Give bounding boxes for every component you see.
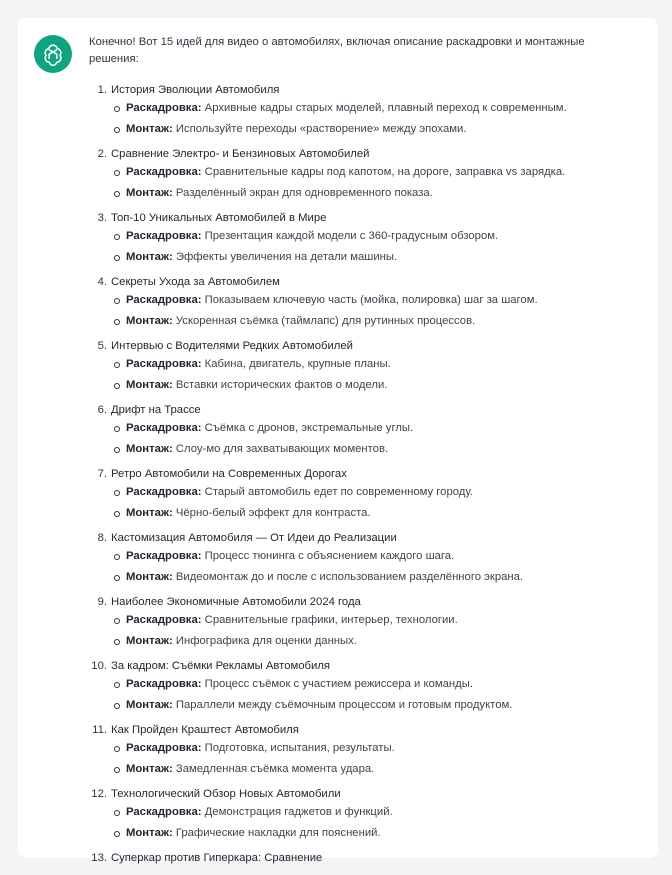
detail-text: Съёмка с дронов, экстремальные углы. [204, 422, 414, 434]
detail-label: Раскадровка [126, 614, 198, 626]
idea-title: Ретро Автомобили на Современных Дорогах [111, 468, 347, 480]
idea-item [89, 530, 634, 586]
bullet-icon [114, 447, 120, 453]
idea-number: 10. [91, 660, 107, 672]
detail-storyboard: Раскадровка: Кабина, двигатель, крупные планы. [89, 356, 634, 373]
detail-label: Раскадровка [126, 294, 198, 306]
idea-title: Кастомизация Автомобиля — От Идеи до Реализации [111, 532, 397, 544]
detail-text: Кабина, двигатель, крупные планы. [204, 358, 391, 370]
detail-text: Показываем ключевую часть (мойка, полировка) шаг за шагом. [204, 294, 538, 306]
idea-details [89, 100, 634, 138]
detail-storyboard: Раскадровка: Сравнительные кадры под капотом, на дороге, заправка vs зарядка. [89, 164, 634, 181]
ideas-list [89, 82, 634, 867]
detail-label: Монтаж [126, 251, 169, 263]
idea-item [89, 594, 634, 650]
detail-storyboard: Раскадровка: Подготовка, испытания, результаты. [89, 740, 634, 757]
detail-label: Раскадровка [126, 166, 198, 178]
idea-number: 12. [91, 788, 107, 800]
detail-label: Монтаж [126, 443, 169, 455]
bullet-icon [114, 383, 120, 389]
idea-item [89, 146, 634, 202]
assistant-message-card [18, 18, 658, 864]
detail-label: Раскадровка [126, 486, 198, 498]
detail-label: Монтаж [126, 123, 169, 135]
detail-text: Используйте переходы «растворение» между эпохами. [175, 123, 467, 135]
idea-title-row [89, 338, 634, 355]
detail-label: Монтаж [126, 827, 169, 839]
idea-details [89, 484, 634, 522]
idea-item [89, 658, 634, 714]
bullet-icon [114, 575, 120, 581]
bullet-icon [114, 319, 120, 325]
idea-title: Технологический Обзор Новых Автомобили [111, 788, 341, 800]
idea-item [89, 210, 634, 266]
idea-number: 2. [97, 148, 107, 160]
idea-details [89, 292, 634, 330]
detail-editing: Монтаж: Параллели между съёмочным процессом и готовым продуктом. [89, 697, 634, 714]
idea-title: История Эволюции Автомобиля [111, 84, 280, 96]
message-content [89, 34, 634, 875]
detail-editing: Монтаж: Видеомонтаж до и после с использованием разделённого экрана. [89, 569, 634, 586]
bullet-icon [114, 682, 120, 688]
bullet-icon [114, 362, 120, 368]
idea-title: За кадром: Съёмки Рекламы Автомобиля [111, 660, 331, 672]
detail-label: Раскадровка [126, 230, 198, 242]
bullet-icon [114, 298, 120, 304]
idea-item [89, 338, 634, 394]
idea-title-row [89, 466, 634, 483]
openai-logo-icon [41, 42, 65, 66]
detail-text: Демонстрация гаджетов и функций. [204, 806, 393, 818]
idea-title: Интервью с Водителями Редких Автомобилей [111, 340, 353, 352]
detail-label: Монтаж [126, 699, 169, 711]
idea-item [89, 274, 634, 330]
idea-title: Дрифт на Трассе [111, 404, 201, 416]
bullet-icon [114, 490, 120, 496]
idea-number: 6. [97, 404, 107, 416]
detail-text: Разделённый экран для одновременного показа. [175, 187, 433, 199]
idea-number: 4. [97, 276, 107, 288]
detail-label: Монтаж [126, 315, 169, 327]
idea-item [89, 786, 634, 842]
detail-text: Ускоренная съёмка (таймлапс) для рутинных процессов. [175, 315, 476, 327]
detail-editing: Монтаж: Слоу-мо для захватывающих моментов. [89, 441, 634, 458]
bullet-icon [114, 106, 120, 112]
detail-editing: Монтаж: Эффекты увеличения на детали машины. [89, 249, 634, 266]
idea-item [89, 82, 634, 138]
detail-label: Раскадровка [126, 742, 198, 754]
detail-editing: Монтаж: Графические накладки для пояснений. [89, 825, 634, 842]
detail-text: Сравнительные кадры под капотом, на дороге, заправка vs зарядка. [204, 166, 566, 178]
detail-storyboard: Раскадровка: Съёмка с дронов, экстремальные углы. [89, 420, 634, 437]
detail-label: Раскадровка [126, 806, 198, 818]
detail-label: Монтаж [126, 187, 169, 199]
idea-title-row [89, 402, 634, 419]
detail-editing: Монтаж: Разделённый экран для одновременного показа. [89, 185, 634, 202]
detail-text: Процесс съёмок с участием режиссера и команды. [204, 678, 473, 690]
idea-item [89, 850, 634, 867]
detail-editing: Монтаж: Замедленная съёмка момента удара. [89, 761, 634, 778]
idea-title-row [89, 82, 634, 99]
detail-editing: Монтаж: Вставки исторических фактов о модели. [89, 377, 634, 394]
idea-item [89, 402, 634, 458]
idea-title: Суперкар против Гиперкара: Сравнение [111, 852, 323, 864]
idea-details [89, 164, 634, 202]
detail-editing: Монтаж: Инфографика для оценки данных. [89, 633, 634, 650]
detail-editing: Монтаж: Используйте переходы «растворение» между эпохами. [89, 121, 634, 138]
detail-label: Раскадровка [126, 422, 198, 434]
assistant-avatar [34, 35, 72, 73]
detail-storyboard: Раскадровка: Процесс съёмок с участием режиссера и команды. [89, 676, 634, 693]
detail-text: Презентация каждой модели с 360-градусным обзором. [204, 230, 499, 242]
detail-label: Раскадровка [126, 550, 198, 562]
bullet-icon [114, 255, 120, 261]
idea-number: 5. [97, 340, 107, 352]
detail-text: Инфографика для оценки данных. [175, 635, 357, 647]
idea-title-row [89, 274, 634, 291]
idea-title: Как Пройден Краштест Автомобиля [111, 724, 299, 736]
detail-label: Монтаж [126, 507, 169, 519]
detail-storyboard: Раскадровка: Показываем ключевую часть (мойка, полировка) шаг за шагом. [89, 292, 634, 309]
idea-details [89, 676, 634, 714]
detail-storyboard: Раскадровка: Презентация каждой модели с 360-градусным обзором. [89, 228, 634, 245]
bullet-icon [114, 234, 120, 240]
bullet-icon [114, 554, 120, 560]
detail-label: Монтаж [126, 571, 169, 583]
bullet-icon [114, 746, 120, 752]
detail-text: Старый автомобиль едет по современному городу. [204, 486, 474, 498]
bullet-icon [114, 810, 120, 816]
idea-title-row [89, 146, 634, 163]
idea-number: 13. [91, 852, 107, 864]
detail-label: Монтаж [126, 379, 169, 391]
idea-details [89, 420, 634, 458]
bullet-icon [114, 703, 120, 709]
bullet-icon [114, 639, 120, 645]
detail-text: Эффекты увеличения на детали машины. [175, 251, 398, 263]
idea-title: Секреты Ухода за Автомобилем [111, 276, 280, 288]
idea-title: Сравнение Электро- и Бензиновых Автомобилей [111, 148, 370, 160]
bullet-icon [114, 426, 120, 432]
bullet-icon [114, 767, 120, 773]
detail-label: Раскадровка [126, 358, 198, 370]
detail-text: Чёрно-белый эффект для контраста. [175, 507, 371, 519]
bullet-icon [114, 170, 120, 176]
idea-details [89, 804, 634, 842]
bullet-icon [114, 831, 120, 837]
idea-number: 8. [97, 532, 107, 544]
bullet-icon [114, 191, 120, 197]
detail-editing: Монтаж: Ускоренная съёмка (таймлапс) для рутинных процессов. [89, 313, 634, 330]
bullet-icon [114, 511, 120, 517]
detail-text: Слоу-мо для захватывающих моментов. [175, 443, 389, 455]
idea-title-row [89, 786, 634, 803]
idea-title-row [89, 594, 634, 611]
detail-text: Процесс тюнинга с объяснением каждого шага. [204, 550, 455, 562]
detail-text: Графические накладки для пояснений. [175, 827, 381, 839]
idea-details [89, 356, 634, 394]
detail-text: Параллели между съёмочным процессом и готовым продуктом. [175, 699, 513, 711]
idea-number: 7. [97, 468, 107, 480]
idea-item [89, 722, 634, 778]
detail-text: Архивные кадры старых моделей, плавный переход к современным. [204, 102, 567, 114]
idea-number: 3. [97, 212, 107, 224]
idea-title-row [89, 530, 634, 547]
detail-label: Монтаж [126, 763, 169, 775]
idea-title-row [89, 850, 634, 867]
detail-label: Раскадровка [126, 678, 198, 690]
idea-details [89, 740, 634, 778]
detail-editing: Монтаж: Чёрно-белый эффект для контраста. [89, 505, 634, 522]
detail-label: Раскадровка [126, 102, 198, 114]
idea-number: 11. [92, 724, 107, 736]
idea-details [89, 228, 634, 266]
detail-text: Замедленная съёмка момента удара. [175, 763, 375, 775]
detail-text: Подготовка, испытания, результаты. [204, 742, 395, 754]
detail-storyboard: Раскадровка: Демонстрация гаджетов и функций. [89, 804, 634, 821]
detail-text: Вставки исторических фактов о модели. [175, 379, 388, 391]
detail-text: Сравнительные графики, интерьер, технологии. [204, 614, 458, 626]
idea-details [89, 612, 634, 650]
idea-title: Наиболее Экономичные Автомобили 2024 года [111, 596, 361, 608]
idea-number: 1. [97, 84, 107, 96]
intro-text: Конечно! Вот 15 идей для видео о автомобилях, включая описание раскадровки и монтажные решения: [89, 36, 585, 65]
idea-title: Топ-10 Уникальных Автомобилей в Мире [111, 212, 327, 224]
idea-details [89, 548, 634, 586]
idea-item [89, 466, 634, 522]
idea-number: 9. [97, 596, 107, 608]
bullet-icon [114, 618, 120, 624]
detail-label: Монтаж [126, 635, 169, 647]
idea-title-row [89, 722, 634, 739]
detail-storyboard: Раскадровка: Архивные кадры старых моделей, плавный переход к современным. [89, 100, 634, 117]
detail-storyboard: Раскадровка: Процесс тюнинга с объяснением каждого шага. [89, 548, 634, 565]
bullet-icon [114, 127, 120, 133]
idea-title-row [89, 658, 634, 675]
detail-text: Видеомонтаж до и после с использованием разделённого экрана. [175, 571, 524, 583]
detail-storyboard: Раскадровка: Старый автомобиль едет по современному городу. [89, 484, 634, 501]
detail-storyboard: Раскадровка: Сравнительные графики, интерьер, технологии. [89, 612, 634, 629]
idea-title-row [89, 210, 634, 227]
